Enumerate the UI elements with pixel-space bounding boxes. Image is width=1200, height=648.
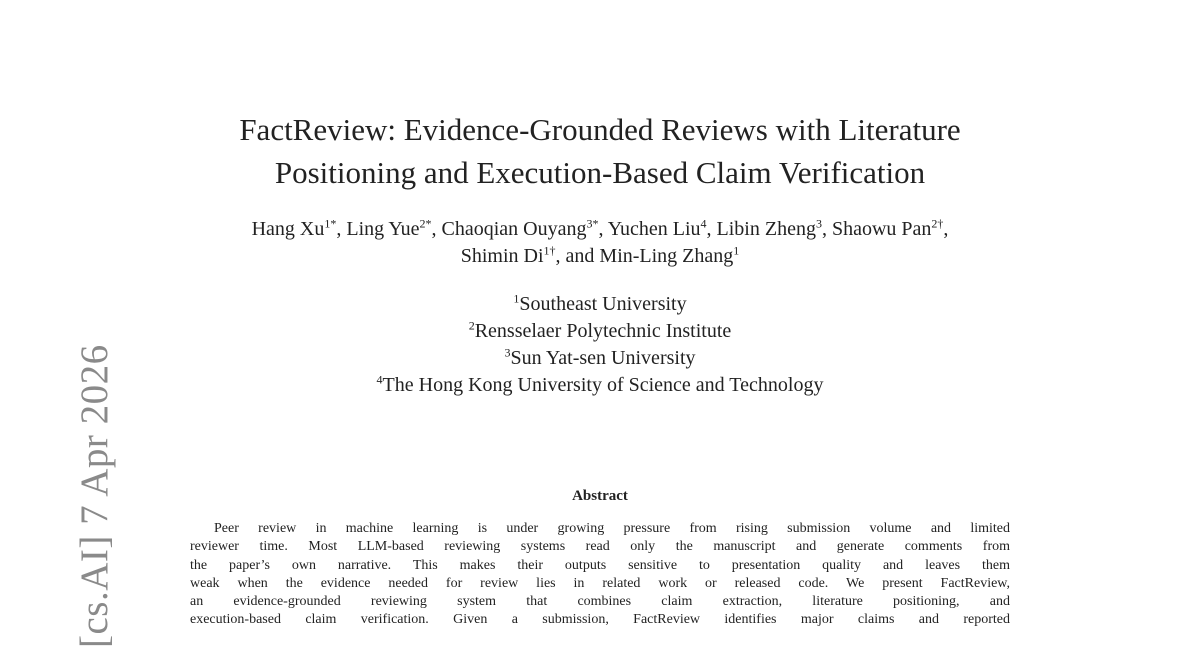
author-name: Hang Xu: [251, 218, 325, 240]
author: [832, 218, 948, 240]
abstract-body: [190, 520, 1010, 630]
affiliation-name: Rensselaer Polytechnic Institute: [474, 320, 732, 342]
affiliation-mark: 4: [376, 372, 383, 387]
author: [599, 245, 739, 267]
abstract-line: execution-based claim verification. Given a submission, FactReview identifies major claims and reported: [190, 612, 1010, 628]
abstract-line: an evidence-grounded reviewing system that combines claim extraction, literature positioning, and: [190, 594, 1010, 610]
paper-title: [150, 108, 1050, 194]
author-affil-mark: 3*: [586, 216, 599, 231]
abstract-line: reviewer time. Most LLM-based reviewing systems read only the manuscript and generate comments from: [190, 539, 1010, 555]
author-affil-mark: 4: [700, 216, 707, 231]
author: [346, 218, 441, 240]
author-affil-mark: 2†: [931, 216, 944, 231]
affiliation-mark: 3: [504, 345, 511, 360]
affiliation-name: Southeast University: [519, 293, 687, 315]
author-sep: ,: [943, 218, 949, 240]
affiliation: [200, 318, 1000, 345]
author: [442, 218, 608, 240]
author-sep: ,: [336, 218, 347, 240]
author-affil-mark: 1†: [543, 243, 556, 258]
author-sep: ,: [706, 218, 717, 240]
author-name: Shimin Di: [460, 245, 544, 267]
title-line: FactReview: Evidence-Grounded Reviews with Literature: [239, 112, 961, 147]
affiliation: [200, 372, 1000, 399]
affiliation-name: The Hong Kong University of Science and Technology: [382, 374, 824, 396]
affiliation-mark: 2: [468, 318, 475, 333]
author-name: Ling Yue: [346, 218, 420, 240]
affiliation: [200, 345, 1000, 372]
author-affil-mark: 1: [733, 243, 740, 258]
author: [717, 218, 832, 240]
author: [252, 218, 347, 240]
affiliation-list: [200, 291, 1000, 399]
author-name: Yuchen Liu: [607, 218, 701, 240]
arxiv-stamp: [cs.AI] 7 Apr 2026: [73, 344, 116, 648]
abstract-line: the paper’s own narrative. This makes their outputs sensitive to presentation quality and leaves them: [190, 557, 1010, 573]
author-name: Libin Zheng: [716, 218, 816, 240]
author-sep: ,: [431, 218, 442, 240]
author-sep: ,: [821, 218, 832, 240]
abstract-line: Peer review in machine learning is under growing pressure from rising submission volume and limited: [214, 521, 1010, 536]
title-line: Positioning and Execution-Based Claim Verification: [274, 155, 926, 190]
abstract-line: weak when the evidence needed for review lies in related work or released code. We present FactReview,: [190, 575, 1010, 591]
author-name: Shaowu Pan: [831, 218, 932, 240]
author-name: Chaoqian Ouyang: [441, 218, 587, 240]
author-affil-mark: 3: [815, 216, 822, 231]
author-sep: ,: [598, 218, 608, 240]
author: [608, 218, 717, 240]
author: [461, 245, 600, 267]
affiliation-mark: 1: [513, 291, 520, 306]
author-affil-mark: 2*: [419, 216, 432, 231]
author-affil-mark: 1*: [324, 216, 337, 231]
affiliation-name: Sun Yat-sen University: [510, 347, 696, 369]
author-name: Min-Ling Zhang: [599, 245, 734, 267]
affiliation: [200, 291, 1000, 318]
abstract-heading: Abstract: [572, 488, 628, 504]
author-sep: , and: [555, 245, 600, 267]
author-list: [100, 216, 1100, 270]
